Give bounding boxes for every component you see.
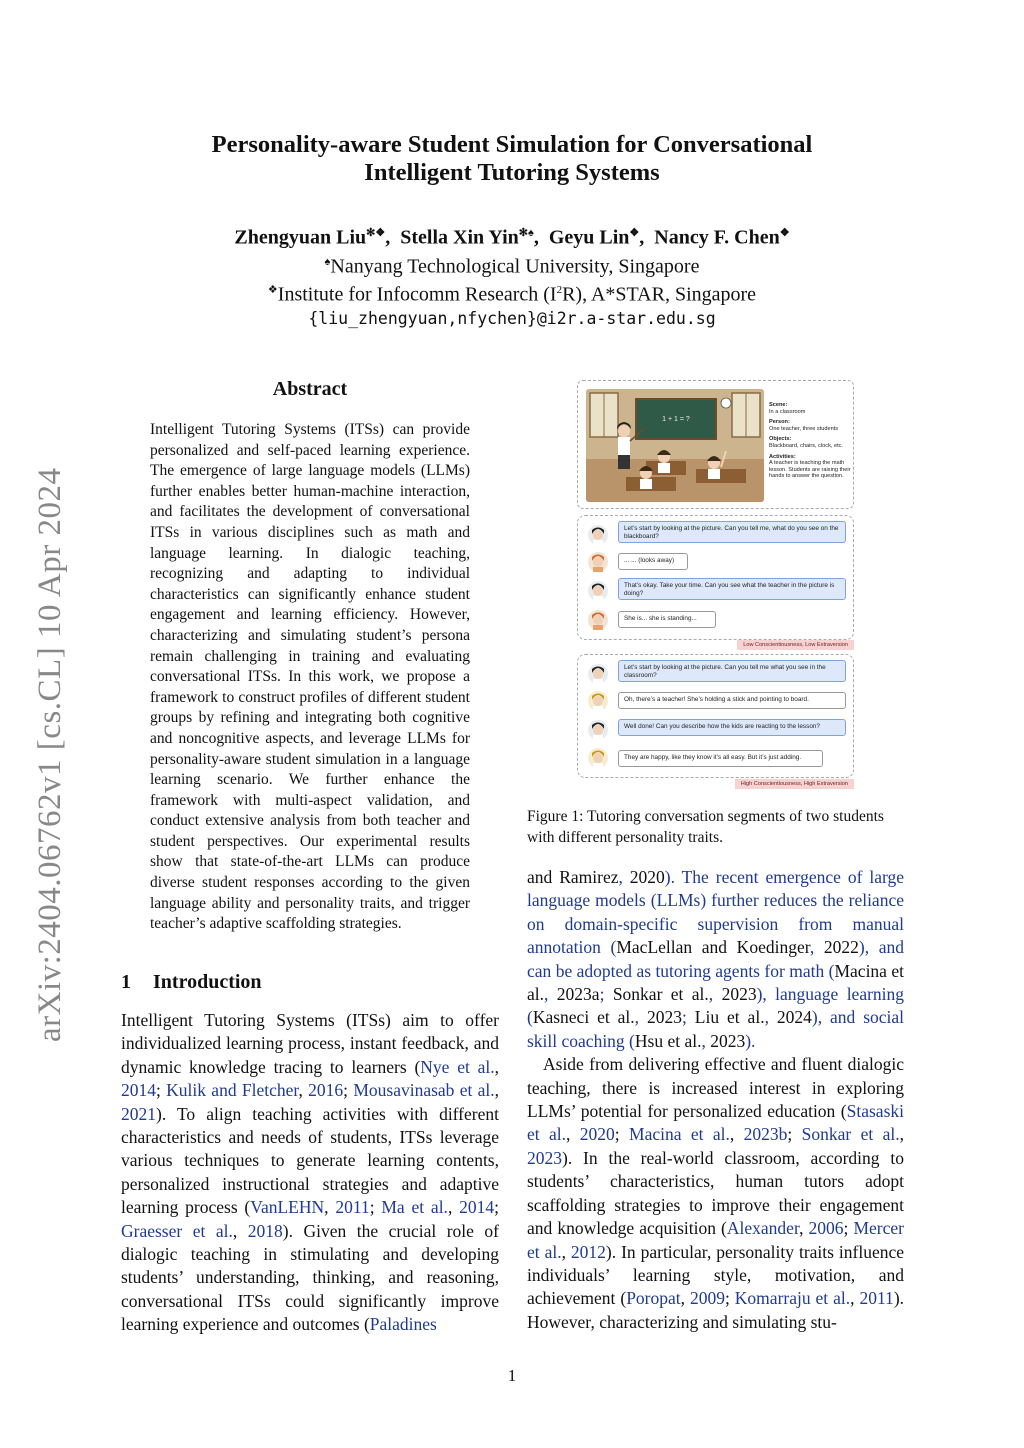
paragraph-text: ; xyxy=(343,1080,354,1101)
paragraph-text: ; xyxy=(156,1080,167,1101)
intro-paragraph-1 xyxy=(121,1009,499,1337)
arxiv-stamp: arXiv:2404.06762v1 [cs.CL] 10 Apr 2024 xyxy=(32,467,68,1043)
citation-link[interactable]: Komarraju et al. xyxy=(734,1288,851,1309)
paragraph-text: Hsu et al. xyxy=(634,1030,702,1051)
citation-link[interactable]: Macina et al. xyxy=(629,1124,730,1145)
conversation-high-traits xyxy=(577,654,854,787)
citation-link[interactable]: ). The recent emergence of large language models (LLMs) further reduces the reliance on domain-specific supervision from manual annotation ( xyxy=(527,867,905,958)
trait-tag-low: Low Conscientiousness, Low Extraversion xyxy=(737,640,854,650)
student-message-1: Oh, there’s a teacher! She’s holding a stick and pointing to board. xyxy=(618,692,846,709)
citation-link[interactable]: ; xyxy=(681,1007,695,1028)
author-1: Zhengyuan Liu xyxy=(234,226,367,249)
paragraph-text: Intelligent Tutoring Systems (ITSs) aim to offer individualized learning process, instant feedback, and dynamic knowledge tracing to learners ( xyxy=(121,1010,499,1077)
citation-link[interactable]: 2011 xyxy=(335,1197,370,1218)
citation-link[interactable]: , xyxy=(809,937,824,958)
teacher-message-2: That’s okay. Take your time. Can you see what the teacher in the picture is doing? xyxy=(618,578,846,600)
teacher-avatar xyxy=(587,719,609,741)
citation-link[interactable]: 2016 xyxy=(308,1080,344,1101)
citation-link[interactable]: , xyxy=(544,984,557,1005)
page-number: 1 xyxy=(507,1366,517,1385)
scene-description: Scene: In a classroom Person: One teacher, three students Objects: Blackboard, chairs, clock, etc. Activities: A teacher is teaching the math lesson. Students are raising their hands to answer the question. xyxy=(769,402,851,480)
citation-link[interactable]: VanLEHN xyxy=(250,1197,325,1218)
paragraph-text: Aside from delivering effective and fluent dialogic teaching, there is increased interest in exploring LLMs’ potential for personalized education ( xyxy=(527,1054,904,1122)
affiliation-1: ♠Nanyang Technological University, Singapore xyxy=(324,255,700,278)
citation-link[interactable]: 2012 xyxy=(570,1241,606,1262)
figure-1 xyxy=(575,378,855,792)
paragraph-text: 2022 xyxy=(823,937,859,958)
student-message-1: ... ... (looks away) xyxy=(618,553,688,570)
citation-link[interactable]: , xyxy=(764,1007,777,1028)
paragraph-text: 2023 xyxy=(721,984,757,1005)
abstract-heading: Abstract xyxy=(272,378,348,400)
citation-link[interactable]: 2021 xyxy=(121,1103,156,1124)
paragraph-text: 2023 xyxy=(710,1030,746,1051)
blackboard-text: 1 + 1 = ? xyxy=(662,416,690,423)
student-avatar xyxy=(587,690,609,712)
paragraph-text: , xyxy=(494,1080,500,1101)
citation-link[interactable]: ), and can be adopted as tutoring agents for math ( xyxy=(527,937,904,981)
paragraph-text: , xyxy=(298,1080,309,1101)
citation-link[interactable]: Alexander xyxy=(726,1218,800,1239)
citation-link[interactable]: Kulik and Fletcher xyxy=(166,1080,299,1101)
citation-link[interactable]: 2011 xyxy=(859,1288,894,1309)
citation-link[interactable]: , xyxy=(634,1007,647,1028)
teacher-avatar xyxy=(587,663,609,685)
paragraph-text: ). In particular, personality traits influence individuals’ learning style, motivation, and achievement ( xyxy=(527,1241,905,1309)
paragraph-text: , xyxy=(494,1056,499,1077)
paragraph-text: ; xyxy=(843,1218,854,1239)
teacher-message-2: Well done! Can you describe how the kids are reacting to the lesson? xyxy=(618,719,846,736)
intro-paragraph-2 xyxy=(527,866,904,1053)
paragraph-text: MacLellan and Koedinger xyxy=(616,937,810,958)
paragraph-text: , xyxy=(566,1124,580,1145)
paragraph-text: 2023 xyxy=(646,1007,682,1028)
citation-link[interactable]: ; xyxy=(599,984,613,1005)
citation-link[interactable]: ). xyxy=(745,1030,756,1051)
citation-link[interactable]: 2009 xyxy=(689,1288,725,1309)
scene-panel xyxy=(577,380,854,509)
paragraph-text: , xyxy=(561,1241,571,1262)
paragraph-text: ). However, characterizing and simulating stu- xyxy=(527,1288,905,1332)
student-message-2: They are happy, like they know it’s all easy. But it’s just adding. xyxy=(618,750,823,767)
teacher-avatar xyxy=(587,580,609,602)
paragraph-text: ). To align teaching activities with different characteristics and needs of students, ITSs leverage various techniques to generate learning contents, personalized instructional strategies and adaptive learning process ( xyxy=(121,1103,499,1218)
citation-link[interactable]: 2023b xyxy=(743,1124,788,1145)
author-4: Nancy F. Chen xyxy=(654,226,780,249)
paragraph-text: ). In the real-world classroom, according to students’ characteristics, human tutors adopt scaffolding strategies to improve their engagement and knowledge acquisition ( xyxy=(527,1147,904,1239)
paragraph-text: 2023a xyxy=(556,984,600,1005)
paragraph-text: Sonkar et al. xyxy=(612,984,709,1005)
teacher-avatar xyxy=(587,524,609,546)
citation-link[interactable]: 2006 xyxy=(808,1218,844,1239)
citation-link[interactable]: , xyxy=(708,984,722,1005)
student-avatar xyxy=(587,609,609,631)
author-block xyxy=(0,221,1024,331)
paragraph-text: , xyxy=(729,1124,744,1145)
author-email: {liu_zhengyuan,nfychen}@i2r.a-star.edu.sg xyxy=(308,308,716,328)
citation-link[interactable]: 2018 xyxy=(247,1220,283,1241)
paper-title xyxy=(0,131,1024,187)
paragraph-text: , xyxy=(232,1220,248,1241)
intro-paragraph-3 xyxy=(527,1053,904,1334)
citation-link[interactable]: , xyxy=(618,867,630,887)
paragraph-text: ; xyxy=(724,1288,735,1309)
citation-link[interactable]: , xyxy=(701,1030,711,1051)
citation-link[interactable]: 2014 xyxy=(121,1080,156,1101)
citation-link[interactable]: Mercer et al. xyxy=(527,1218,904,1262)
student-avatar xyxy=(587,747,609,769)
conversation-low-traits xyxy=(577,515,854,648)
title-line-1: Personality-aware Student Simulation for Conversational xyxy=(211,131,813,158)
paragraph-text: 2020 xyxy=(629,867,665,887)
author-3: Geyu Lin xyxy=(548,226,630,249)
student-avatar xyxy=(587,551,609,573)
paragraph-text: and Ramirez xyxy=(527,867,619,887)
citation-link[interactable]: Stasaski et al. xyxy=(527,1101,904,1145)
teacher-message-1: Let’s start by looking at the picture. Can you tell me, what do you see on the blackboard? xyxy=(618,521,846,543)
citation-link[interactable]: ), language learning ( xyxy=(527,984,905,1028)
paragraph-text: ; xyxy=(614,1124,630,1145)
paragraph-text: , xyxy=(324,1197,336,1218)
classroom-illustration xyxy=(586,389,764,502)
paragraph-text: Kasneci et al. xyxy=(532,1007,635,1028)
citation-link[interactable]: 2023 xyxy=(527,1147,562,1168)
paragraph-text: , xyxy=(850,1288,860,1309)
paragraph-text: , xyxy=(799,1218,809,1239)
right-column xyxy=(527,866,904,1334)
paragraph-text: Liu et al. xyxy=(694,1007,765,1028)
paragraph-text: ; xyxy=(369,1197,382,1218)
affiliation-2: ❖Institute for Infocomm Research $(I^2R)$, A*STAR, Singapore xyxy=(267,283,757,306)
paragraph-text: 2024 xyxy=(776,1007,812,1028)
citation-link[interactable]: Ma et al. xyxy=(381,1197,448,1218)
teacher-message-1: Let’s start by looking at the picture. Can you tell me what you see in the classroom? xyxy=(618,660,846,682)
trait-tag-high: High Conscientiousness, High Extraversion xyxy=(735,779,854,789)
paragraph-text: ; xyxy=(494,1197,499,1218)
citation-link[interactable]: Paladines xyxy=(369,1314,437,1335)
citation-link[interactable]: 2014 xyxy=(459,1197,495,1218)
paragraph-text: , xyxy=(680,1288,690,1309)
citation-link[interactable]: Mousavinasab et al. xyxy=(353,1080,495,1101)
citation-link[interactable]: Graesser et al. xyxy=(121,1220,233,1241)
citation-link[interactable]: 2020 xyxy=(579,1124,615,1145)
paragraph-text: ; xyxy=(787,1124,802,1145)
citation-link[interactable]: Poropat xyxy=(626,1288,681,1309)
student-message-2: She is... she is standing... xyxy=(618,611,716,628)
author-names: Zhengyuan Liu✻❖, Stella Xin Yin✻♠, Geyu Lin❖, Nancy F. Chen❖ xyxy=(234,226,790,249)
title-line-2: Intelligent Tutoring Systems xyxy=(364,159,660,186)
figure-caption: Figure 1: Tutoring conversation segments of two students with different personality traits. xyxy=(527,808,884,846)
abstract-text: Intelligent Tutoring Systems (ITSs) can provide personalized and self-paced learning experience. The emergence of large language models (LLMs) further enables better human-machine interaction, and facilitates the development of conversational ITSs in various disciplines such as math and language learning. In dialogic teaching, recognizing and adapting to individual characteristics can significantly enhance student engagement and learning efficiency. However, characterizing and simulating student’s persona remain challenging in training and evaluating conversational ITSs. In this work, we propose a framework to construct profiles of different student groups by refining and integrating both cognitive and noncognitive aspects, and leverage LLMs for personality-aware student simulation in a language learning scenario. We further enhance the framework with multi-aspect validation, and conduct extensive analysis from both teacher and student perspectives. Our experimental results show that state-of-the-art LLMs can produce diverse student responses according to the given language ability and personality traits, and trigger teacher’s adaptive scaffolding strategies. xyxy=(150,421,470,933)
citation-link[interactable]: Nye et al. xyxy=(420,1056,495,1077)
citation-link[interactable]: ), and social skill coaching ( xyxy=(527,1007,905,1051)
author-2: Stella Xin Yin xyxy=(400,226,519,249)
section-heading-introduction: 1 Introduction xyxy=(121,971,262,993)
paragraph-text: , xyxy=(447,1197,460,1218)
citation-link[interactable]: Sonkar et al. xyxy=(801,1124,900,1145)
paragraph-text: ). Given the crucial role of dialogic teaching in stimulating and developing students’ understanding, thinking, and reasoning, conversational ITSs could significantly improve learning experience and outcomes ( xyxy=(121,1220,499,1335)
paragraph-text: Macina et al. xyxy=(527,960,904,1005)
paragraph-text: , xyxy=(899,1124,905,1145)
